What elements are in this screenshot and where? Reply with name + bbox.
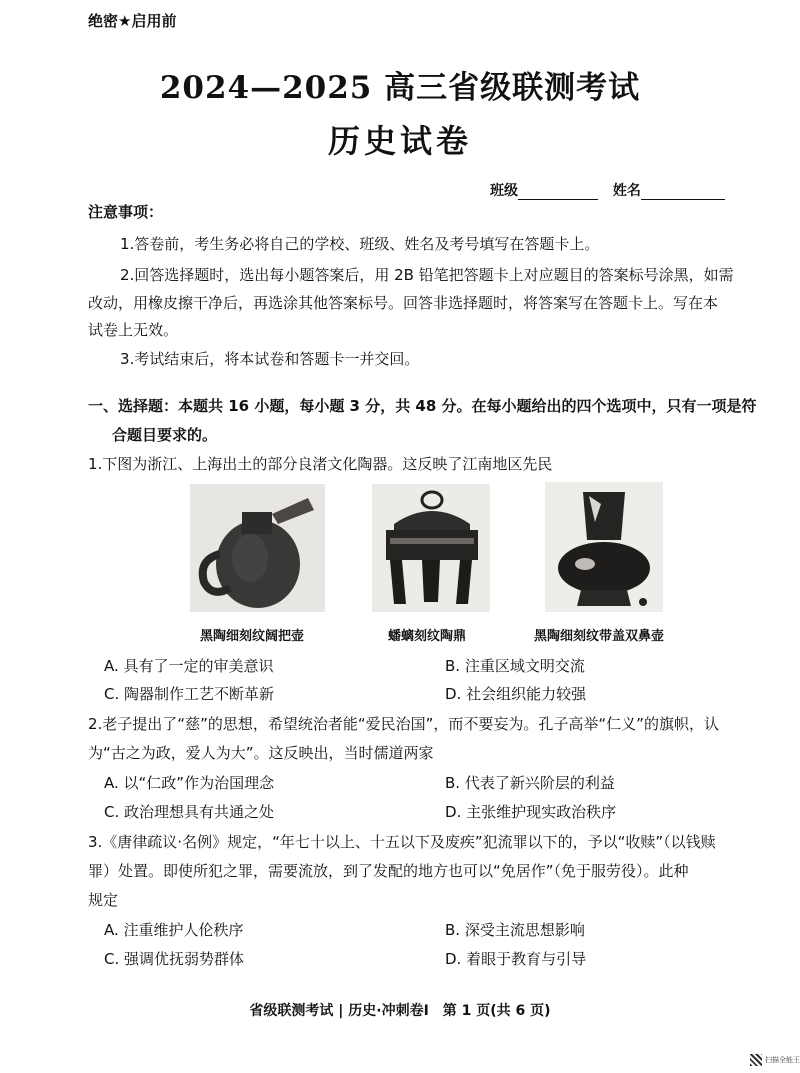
note-1: 1.答卷前，考生务必将自己的学校、班级、姓名及考号填写在答题卡上。 xyxy=(120,235,600,253)
name-blank[interactable] xyxy=(641,185,725,200)
note-2a: 2.回答选择题时，选出每小题答案后，用 2B 铅笔把答题卡上对应题目的答案标号涂黑，如需 xyxy=(120,266,734,284)
note-2b: 改动，用橡皮擦干净后，再选涂其他答案标号。回答非选择题时，将答案写在答题卡上。写在本 xyxy=(88,294,719,312)
page-footer: 省级联测考试 | 历史·冲刺卷Ⅰ 第 1 页(共 6 页) xyxy=(249,1003,551,1019)
pottery-pot-image xyxy=(190,484,325,612)
note-2c: 试卷上无效。 xyxy=(88,321,179,339)
q3-option-d: D. 着眼于教育与引导 xyxy=(445,950,587,968)
caption-ding: 蟠螭刻纹陶鼎 xyxy=(388,629,467,644)
note-3: 3.考试结束后，将本试卷和答题卡一并交回。 xyxy=(120,350,420,368)
q1-option-c: C. 陶器制作工艺不断革新 xyxy=(104,685,275,703)
section1-instruction-cont: 合题目要求的。 xyxy=(112,426,218,444)
name-label: 姓名 xyxy=(612,183,641,199)
caption-pot: 黑陶细刻纹阔把壶 xyxy=(200,629,305,644)
exam-title: 2024—2025 高三省级联测考试 xyxy=(159,70,641,106)
class-name-fields xyxy=(490,180,725,200)
pottery-jar-image xyxy=(545,482,663,612)
q3-option-b: B. 深受主流思想影响 xyxy=(445,921,585,939)
notes-heading: 注意事项： xyxy=(88,203,164,221)
q2-stem-line2: 为“古之为政，爱人为大”。这反映出，当时儒道两家 xyxy=(88,744,434,762)
q1-option-d: D. 社会组织能力较强 xyxy=(445,685,587,703)
secret-label: 绝密★启用前 xyxy=(88,12,177,30)
q1-option-b: B. 注重区域文明交流 xyxy=(445,657,585,675)
pottery-ding-image xyxy=(372,484,490,612)
qr-icon xyxy=(750,1054,762,1066)
q3-stem-line3: 规定 xyxy=(88,891,119,909)
class-blank[interactable] xyxy=(518,185,598,200)
q2-option-c: C. 政治理想具有共通之处 xyxy=(104,803,275,821)
q1-stem: 1.下图为浙江、上海出土的部分良渚文化陶器。这反映了江南地区先民 xyxy=(88,455,553,473)
q2-option-b: B. 代表了新兴阶层的利益 xyxy=(445,774,615,792)
section1-instruction: 一、选择题：本题共 16 小题，每小题 3 分，共 48 分。在每小题给出的四个选项中，只有一项是符 xyxy=(88,397,757,415)
q3-stem-line2: 罪）处置。即使所犯之罪，需要流放，到了发配的地方也可以“免居作”（免于服劳役）。此种 xyxy=(88,862,689,880)
q1-option-a: A. 具有了一定的审美意识 xyxy=(104,657,274,675)
q2-stem-line1: 2.老子提出了“慈”的思想，希望统治者能“爱民治国”，而不要妄为。孔子高举“仁义”的旗帜，认 xyxy=(88,715,719,733)
subject-title: 历史试卷 xyxy=(327,122,472,160)
watermark-text: 扫描全能王 xyxy=(765,1056,800,1064)
q2-option-d: D. 主张维护现实政治秩序 xyxy=(445,803,617,821)
q3-option-c: C. 强调优抚弱势群体 xyxy=(104,950,245,968)
q3-stem-line1: 3.《唐律疏议·名例》规定，“年七十以上、十五以下及废疾”犯流罪以下的，予以“收赎”（以钱赎 xyxy=(88,833,716,851)
q2-option-a: A. 以“仁政”作为治国理念 xyxy=(104,774,275,792)
class-label: 班级 xyxy=(490,183,518,199)
q3-option-a: A. 注重维护人伦秩序 xyxy=(104,921,244,939)
caption-jar: 黑陶细刻纹带盖双鼻壶 xyxy=(534,629,665,644)
